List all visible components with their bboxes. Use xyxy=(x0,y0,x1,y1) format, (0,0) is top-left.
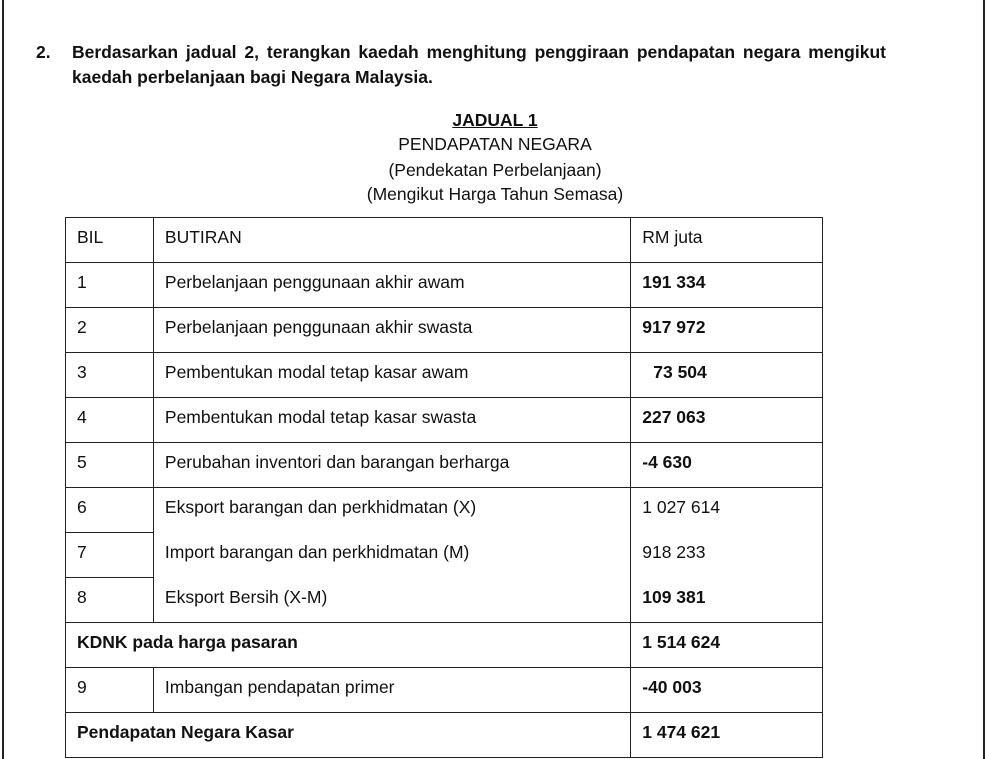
row-bil: 3 xyxy=(66,353,154,398)
row-butiran: Perubahan inventori dan barangan berharga xyxy=(153,443,630,488)
page-border-left xyxy=(2,0,4,759)
income-table xyxy=(65,217,823,758)
header-rm: RM juta xyxy=(631,218,823,263)
row-rm: 227 063 xyxy=(631,398,823,443)
question-block xyxy=(36,40,886,90)
row-bil: 4 xyxy=(66,398,154,443)
table-subtitle-2: (Pendekatan Perbelanjaan) xyxy=(388,160,602,180)
row-bil: 9 xyxy=(66,668,154,713)
kdnk-row xyxy=(66,623,823,668)
row-bil: 1 xyxy=(66,263,154,308)
table-subtitle-3: (Mengikut Harga Tahun Semasa) xyxy=(366,184,624,204)
table-header-row xyxy=(66,218,823,263)
pnk-value: 1 474 621 xyxy=(631,713,823,758)
row-butiran: Pembentukan modal tetap kasar swasta xyxy=(153,398,630,443)
header-butiran: BUTIRAN xyxy=(153,218,630,263)
row-bil: 5 xyxy=(66,443,154,488)
row-rm: 918 233 xyxy=(631,533,823,578)
row-butiran: Eksport barangan dan perkhidmatan (X) xyxy=(153,488,630,533)
table-row xyxy=(66,668,823,713)
row-rm: 1 027 614 xyxy=(631,488,823,533)
table-row xyxy=(66,263,823,308)
table-row xyxy=(66,353,823,398)
row-rm: 73 504 xyxy=(631,353,823,398)
row-rm: 109 381 xyxy=(631,578,823,623)
row-butiran: Imbangan pendapatan primer xyxy=(153,668,630,713)
row-rm: 917 972 xyxy=(631,308,823,353)
row-rm: -40 003 xyxy=(631,668,823,713)
row-bil: 6 xyxy=(66,488,154,533)
table-row xyxy=(66,488,823,533)
row-bil: 7 xyxy=(66,533,154,578)
table-row xyxy=(66,578,823,623)
question-text: Berdasarkan jadual 2, terangkan kaedah menghitung penggiraan pendapatan negara mengikut kaedah perbelanjaan bagi Negara Malaysia. xyxy=(72,42,886,87)
row-rm: -4 630 xyxy=(631,443,823,488)
row-butiran: Import barangan dan perkhidmatan (M) xyxy=(153,533,630,578)
pnk-row xyxy=(66,713,823,758)
table-row xyxy=(66,533,823,578)
page-border-right xyxy=(983,0,985,759)
table-subtitle-1: PENDAPATAN NEGARA xyxy=(398,134,592,154)
row-butiran: Pembentukan modal tetap kasar awam xyxy=(153,353,630,398)
table-row xyxy=(66,308,823,353)
row-butiran: Perbelanjaan penggunaan akhir swasta xyxy=(153,308,630,353)
table-title: JADUAL 1 xyxy=(452,110,538,130)
row-bil: 8 xyxy=(66,578,154,623)
question-number: 2. xyxy=(36,42,51,62)
row-bil: 2 xyxy=(66,308,154,353)
header-bil: BIL xyxy=(66,218,154,263)
table-row xyxy=(66,398,823,443)
row-butiran: Perbelanjaan penggunaan akhir awam xyxy=(153,263,630,308)
row-rm: 191 334 xyxy=(631,263,823,308)
table-row xyxy=(66,443,823,488)
row-butiran: Eksport Bersih (X-M) xyxy=(153,578,630,623)
kdnk-value: 1 514 624 xyxy=(631,623,823,668)
pnk-label: Pendapatan Negara Kasar xyxy=(66,713,631,758)
kdnk-label: KDNK pada harga pasaran xyxy=(66,623,631,668)
